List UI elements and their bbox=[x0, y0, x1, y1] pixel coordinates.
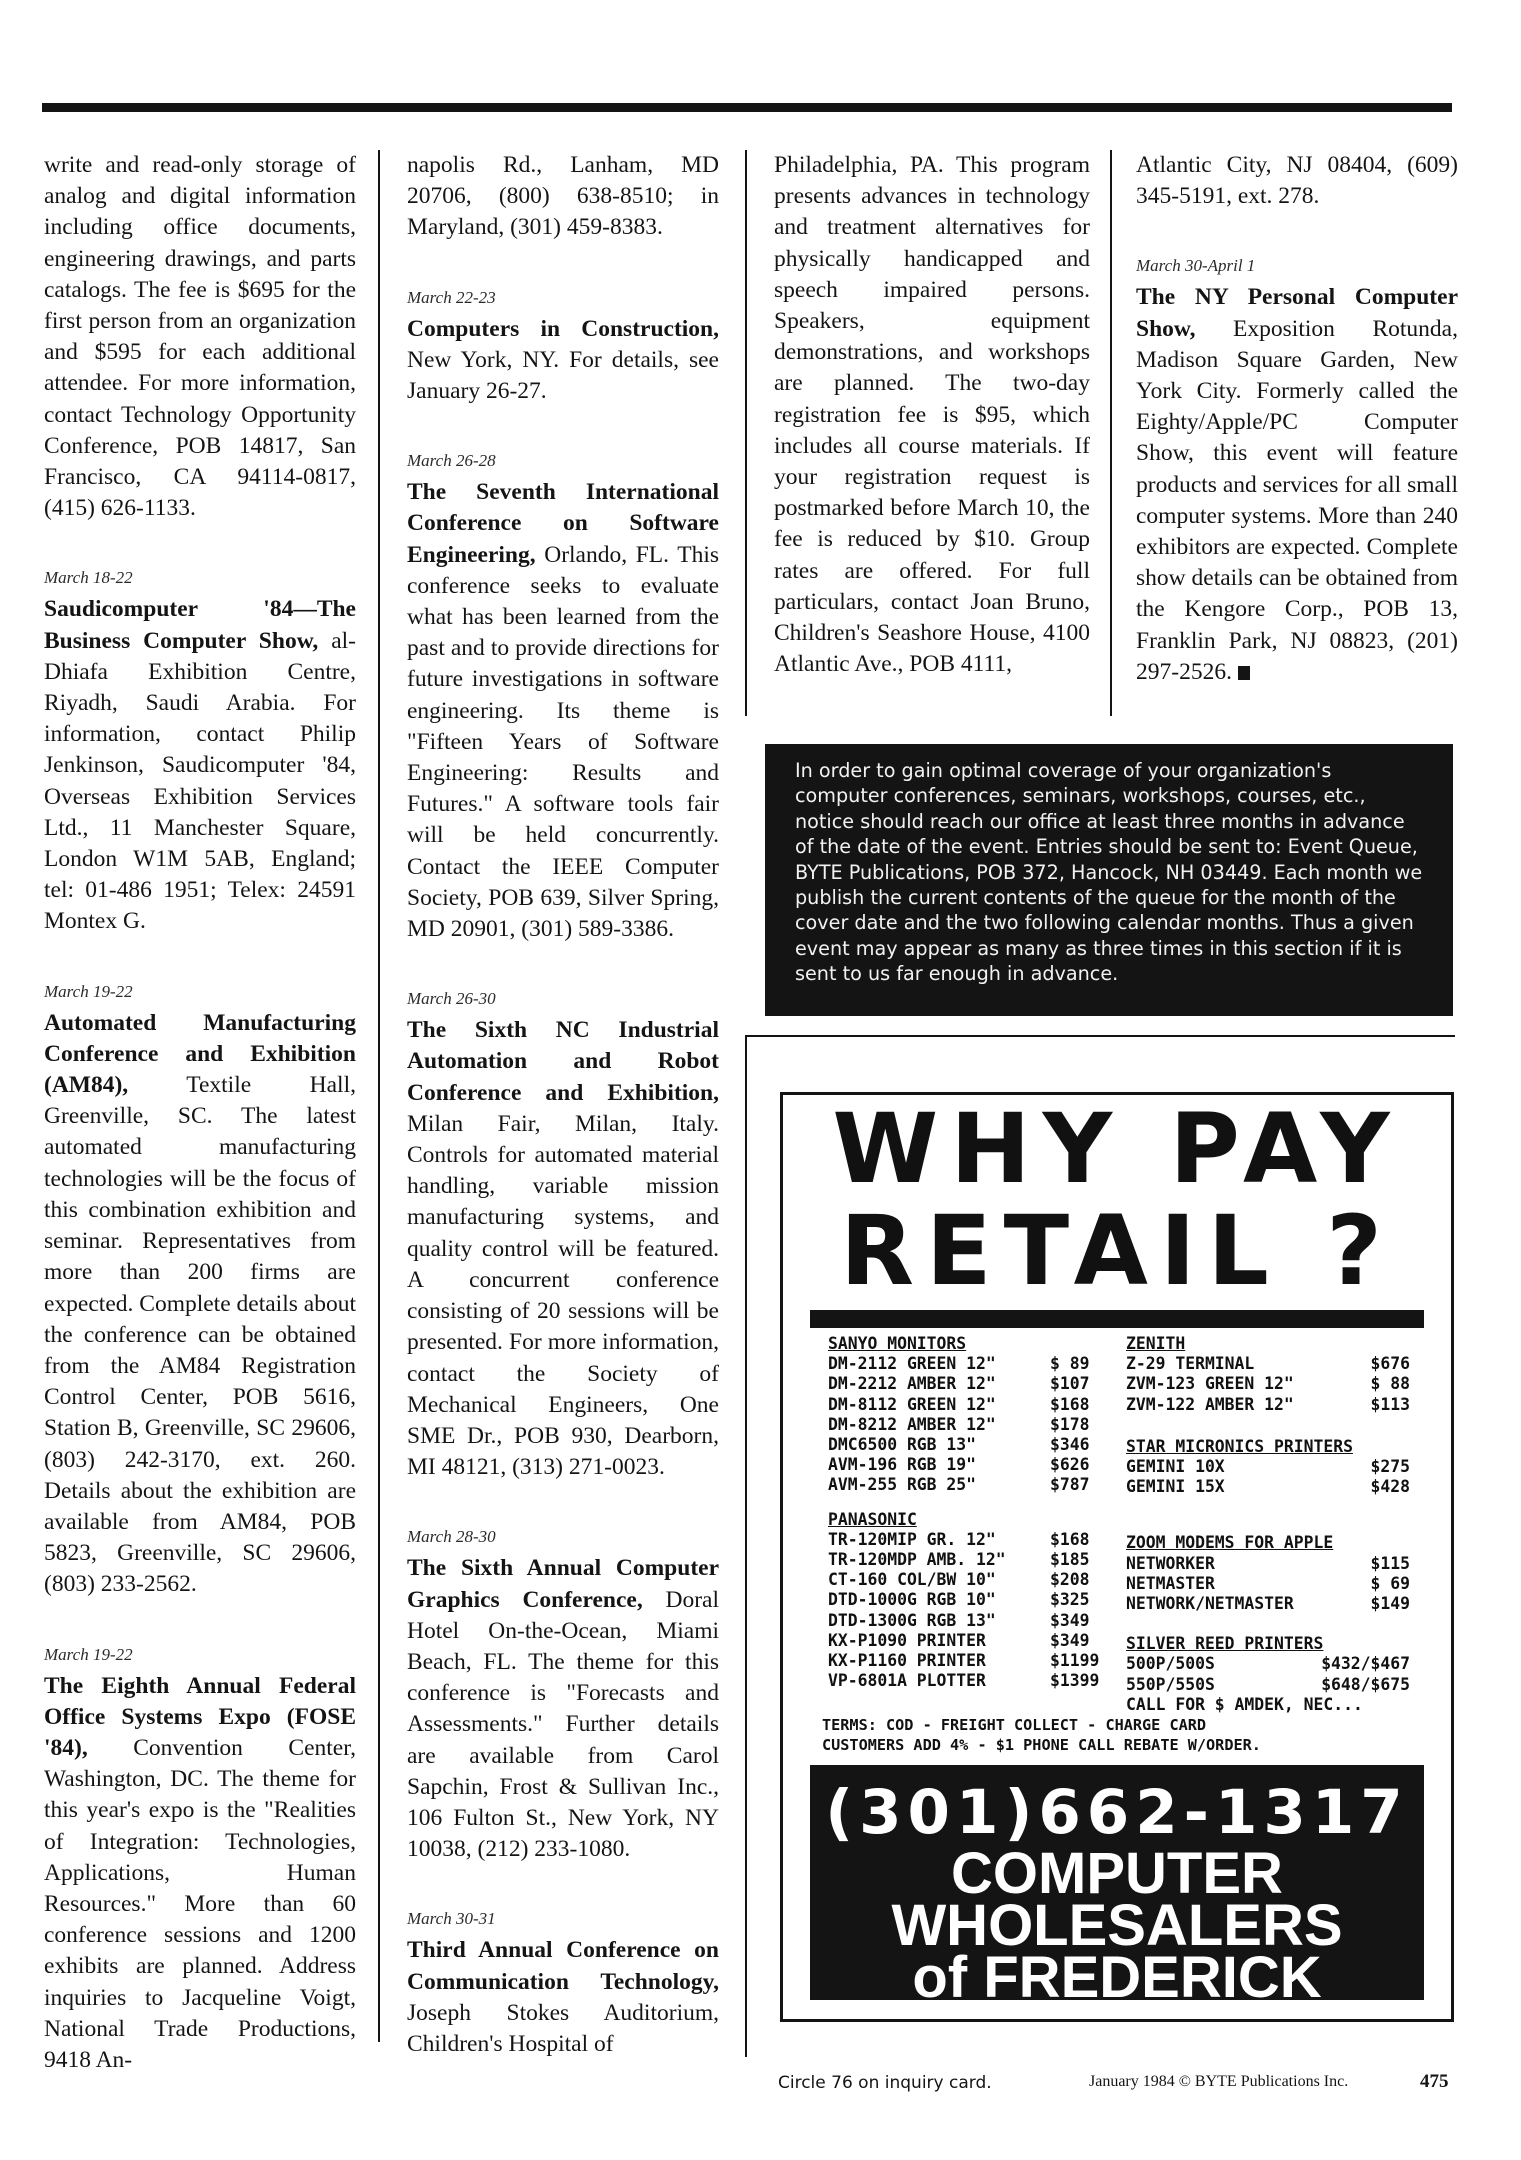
event-listing bbox=[44, 980, 356, 1601]
event-date: March 18-22 bbox=[44, 568, 133, 588]
event-body: Textile Hall, Greenville, SC. The latest automated manufacturing technologies will be the focus of this combination exhibition and seminar. Representatives from more than 200 firms are expected. Complete details about the conference can be obtained from the AM84 Registration Control Center, POB 5616, Station B, Greenville, SC 29606, (803) 242-3170, ext. 260. Details about the exhibition are available from AM84, POB 5823, Greenville, SC 29606, (803) 233-2562. bbox=[44, 1072, 356, 1598]
price-row: DM-2212 AMBER 12" $107 bbox=[828, 1374, 1090, 1394]
notice-text: In order to gain optimal coverage of your organization's computer conferences, seminars, workshops, courses, etc., notice should reach our office at least three months in advance of the date of the event. Entries should be sent to: Event Queue, BYTE Publications, POB 372, Hancock, NH 03449. Each month we publish the current contents of the queue for the month of the cover date and the two following calendar months. Thus a given event may appear as many as three times in this section if it is sent to us far enough in advance. bbox=[795, 759, 1423, 986]
column-divider bbox=[1110, 150, 1112, 716]
price-row: 550P/550S $648/$675 bbox=[1126, 1674, 1410, 1694]
event-listing bbox=[407, 1525, 719, 1865]
price-row: 500P/500S $432/$467 bbox=[1126, 1654, 1410, 1674]
price-row: TR-120MDP AMB. 12" $185 bbox=[828, 1550, 1090, 1570]
price-row: TR-120MIP GR. 12" $168 bbox=[828, 1529, 1090, 1549]
price-list-left bbox=[828, 1334, 1112, 1691]
price-row: GEMINI 15X $428 bbox=[1126, 1477, 1410, 1497]
continuation-text: Philadelphia, PA. This program presents advances in technology and treatment alternatives for physically handicapped and speech impaired persons. Speakers, equipment demonstrations, and workshops are planned. The two-day registration fee is $95, which includes all course materials. If your registration request is postmarked before March 10, the fee is reduced by $10. Group rates are offered. For full particulars, contact Joan Bruno, Children's Seashore House, 4100 Atlantic Ave., POB 4111, bbox=[774, 152, 1090, 678]
event-title: Computers in Construction, bbox=[407, 315, 719, 342]
price-row: NETMASTER $ 69 bbox=[1126, 1573, 1410, 1593]
price-row: AVM-196 RGB 19" $626 bbox=[828, 1455, 1090, 1475]
event-body: Orlando, FL. This conference seeks to evaluate what has been learned from the past and to provide directions for future investigations in software engineering. Its theme is "Fifteen Years of Software Engineering: Results and Futures." A software tools fair will be held concurrently. Contact the IEEE Computer Society, POB 639, Silver Spring, MD 20901, (301) 589-3386. bbox=[407, 541, 719, 943]
company-name: of FREDERICK bbox=[912, 1945, 1322, 2010]
price-row: GEMINI 10X $275 bbox=[1126, 1457, 1410, 1477]
event-body: Joseph Stokes Auditorium, Children's Hospital of bbox=[407, 1999, 719, 2057]
phone-number: (301)662-1317 bbox=[825, 1777, 1409, 1848]
column-divider bbox=[378, 150, 380, 2042]
price-row: NETWORK/NETMASTER $149 bbox=[1126, 1594, 1410, 1614]
event-listing bbox=[407, 1907, 719, 2060]
event-date: March 30-31 bbox=[407, 1909, 496, 1929]
event-listing bbox=[1136, 254, 1458, 688]
event-title: The Sixth NC Industrial Automation and Robot Conference and Exhibition, bbox=[407, 1017, 719, 1106]
price-row: DTD-1000G RGB 10" $325 bbox=[828, 1590, 1090, 1610]
brand-heading: STAR MICRONICS PRINTERS bbox=[1126, 1436, 1353, 1456]
column-divider bbox=[745, 150, 747, 716]
event-date: March 19-22 bbox=[44, 1644, 133, 1664]
column-1 bbox=[44, 150, 356, 2118]
event-listing bbox=[407, 449, 719, 945]
event-title: The Sixth Annual Computer Graphics Conference, bbox=[407, 1555, 719, 1613]
event-body: al-Dhiafa Exhibition Centre, Riyadh, Saudi Arabia. For information, contact Philip Jenkinson, Saudicomputer '84, Overseas Exhibition Services Ltd., 11 Manchester Square, London W1M 5AB, England; tel: 01-486 1951; Telex: 24591 Montex G. bbox=[44, 627, 356, 935]
price-list-right bbox=[1126, 1334, 1410, 1715]
event-listing bbox=[407, 987, 719, 1483]
company-name: WHOLESALERS bbox=[891, 1893, 1343, 1958]
ad-headline: WHY PAY bbox=[832, 1093, 1402, 1205]
price-row: DMC6500 RGB 13" $346 bbox=[828, 1435, 1090, 1455]
event-body: Exposition Rotunda, Madison Square Garden, New York City. Formerly called the Eighty/Apple/PC Computer Show, this event will feature products and services for all small computer systems. More than 240 exhibitors are expected. Complete show details can be obtained from the Kengore Corp., POB 13, Franklin Park, NJ 08823, (201) 297-2526. bbox=[1136, 315, 1458, 685]
event-title: Third Annual Conference on Communication Technology, bbox=[407, 1937, 719, 1995]
company-name: COMPUTER bbox=[951, 1841, 1283, 1906]
price-row: KX-P1160 PRINTER $1199 bbox=[828, 1651, 1100, 1671]
event-title: The Seventh International Conference on Software Engineering, bbox=[407, 479, 719, 568]
advertisement bbox=[780, 1092, 1454, 2022]
price-row: NETWORKER $115 bbox=[1126, 1553, 1410, 1573]
event-title: The Eighth Annual Federal Office Systems Expo (FOSE '84), bbox=[44, 1672, 356, 1761]
price-row: DTD-1300G RGB 13" $349 bbox=[828, 1610, 1090, 1630]
inquiry-note: Circle 76 on inquiry card. bbox=[778, 2073, 992, 2093]
column-4 bbox=[1136, 150, 1458, 688]
price-row: AVM-255 RGB 25" $787 bbox=[828, 1475, 1090, 1495]
end-of-article-mark bbox=[1238, 666, 1250, 680]
event-date: March 30-April 1 bbox=[1136, 256, 1256, 276]
event-date: March 28-30 bbox=[407, 1527, 496, 1547]
event-body: New York, NY. For details, see January 26-27. bbox=[407, 346, 719, 405]
brand-heading: SANYO MONITORS bbox=[828, 1334, 967, 1353]
price-row: DM-8112 GREEN 12" $168 bbox=[828, 1394, 1090, 1414]
column-2 bbox=[407, 150, 719, 2102]
event-date: March 19-22 bbox=[44, 981, 133, 1001]
price-row: CT-160 COL/BW 10" $208 bbox=[828, 1570, 1090, 1590]
price-row: VP-6801A PLOTTER $1399 bbox=[828, 1671, 1100, 1691]
ad-black-panel bbox=[810, 1310, 1424, 2010]
call-line: CALL FOR $ AMDEK, NEC... bbox=[1126, 1694, 1363, 1714]
event-date: March 22-23 bbox=[407, 287, 496, 307]
top-rule bbox=[42, 103, 1452, 112]
event-body: Doral Hotel On-the-Ocean, Miami Beach, FL. The theme for this conference is "Forecasts and Assessments." Further details are available from Carol Sapchin, Frost & Sullivan Inc., 106 Fulton St., New York, NY 10038, (212) 233-1080. bbox=[407, 1586, 719, 1863]
event-title: Automated Manufacturing Conference and Exhibition (AM84), bbox=[44, 1009, 356, 1099]
terms-text: TERMS: COD - FREIGHT COLLECT - CHARGE CARD CUSTOMERS ADD 4% - $1 PHONE CALL REBATE W/ORDER. bbox=[822, 1716, 1261, 1754]
event-body: Milan Fair, Milan, Italy. Controls for automated material handling, variable mission manufacturing systems, and quality control will be featured. A concurrent conference consisting of 20 sessions will be presented. For more information, contact the Society of Mechanical Engineers, One SME Dr., POB 930, Dearborn, MI 48121, (313) 271-0023. bbox=[407, 1110, 719, 1481]
price-row: DM-8212 AMBER 12" $178 bbox=[828, 1414, 1090, 1434]
event-date: March 26-30 bbox=[407, 989, 496, 1009]
price-row: DM-2112 GREEN 12" $ 89 bbox=[828, 1354, 1090, 1374]
event-listing bbox=[44, 1643, 356, 2077]
price-row: ZVM-123 GREEN 12" $ 88 bbox=[1126, 1374, 1410, 1394]
price-row: ZVM-122 AMBER 12" $113 bbox=[1126, 1394, 1410, 1414]
price-row: KX-P1090 PRINTER $349 bbox=[828, 1630, 1090, 1650]
continuation-text: write and read-only storage of analog and digital information including office documents, engineering drawings, and parts catalogs. The fee is $695 for the first person from an organization and $595 for each additional attendee. For more information, contact Technology Opportunity Conference, POB 14817, San Francisco, CA 94114-0817, (415) 626-1133. bbox=[44, 152, 356, 522]
continuation-text: Atlantic City, NJ 08404, (609) 345-5191, ext. 278. bbox=[1136, 152, 1458, 210]
event-body: Convention Center, Washington, DC. The theme for this year's expo is the "Realities of Integration: Technologies, Applications, Human Resources." More than 60 conference sessions and 1200 exhibits are planned. Address inquiries to Jacqueline Voigt, National Trade Productions, 9418 An- bbox=[44, 1734, 356, 2073]
event-title: The NY Personal Computer Show, bbox=[1136, 284, 1458, 342]
price-list bbox=[810, 1328, 1424, 1765]
brand-heading: PANASONIC bbox=[828, 1509, 917, 1529]
publication-line: January 1984 © BYTE Publications Inc. bbox=[1089, 2073, 1349, 2090]
event-listing bbox=[407, 286, 719, 408]
event-title: Saudicomputer '84—The Business Computer Show, bbox=[44, 596, 356, 654]
page-number: 475 bbox=[1420, 2071, 1449, 2092]
brand-heading: SILVER REED PRINTERS bbox=[1126, 1634, 1324, 1654]
submission-notice bbox=[765, 744, 1453, 1016]
column-3 bbox=[774, 150, 1090, 680]
brand-heading: ZOOM MODEMS FOR APPLE bbox=[1126, 1533, 1334, 1553]
event-date: March 26-28 bbox=[407, 451, 496, 471]
price-row: Z-29 TERMINAL $676 bbox=[1126, 1354, 1410, 1374]
continuation-text: napolis Rd., Lanham, MD 20706, (800) 638-8510; in Maryland, (301) 459-8383. bbox=[407, 152, 719, 241]
ad-headline: RETAIL ? bbox=[840, 1195, 1394, 1307]
brand-heading: ZENITH bbox=[1126, 1334, 1186, 1353]
event-listing bbox=[44, 566, 356, 937]
